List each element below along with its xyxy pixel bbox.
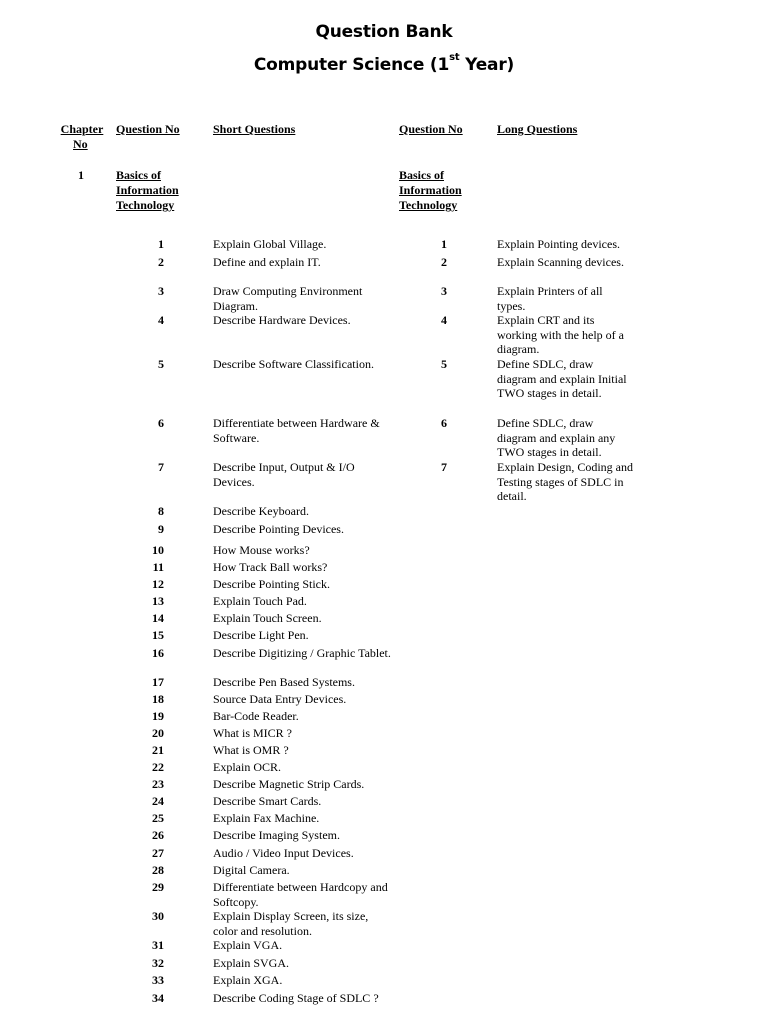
- short-question-text: Describe Smart Cards.: [213, 794, 322, 808]
- long-question-text: Define SDLC, draw diagram and explain Initial TWO stages in detail.: [497, 357, 627, 400]
- short-question-text: Describe Pointing Devices.: [213, 522, 344, 536]
- short-question-number: 5: [158, 357, 164, 371]
- short-question-text: Explain VGA.: [213, 938, 283, 952]
- long-question-number: 1: [441, 237, 447, 251]
- short-question-number: 29: [152, 880, 164, 894]
- short-question-text: What is OMR ?: [213, 743, 289, 757]
- long-question-number: 5: [441, 357, 447, 371]
- short-question-number: 3: [158, 284, 164, 298]
- short-question-number: 21: [152, 743, 164, 757]
- short-question-number: 14: [152, 611, 164, 625]
- long-question-number: 3: [441, 284, 447, 298]
- short-question-text: How Mouse works?: [213, 543, 310, 557]
- section-title-long: [399, 168, 462, 213]
- short-question-number: 6: [158, 416, 164, 430]
- short-question-text: Draw Computing Environment Diagram.: [213, 284, 363, 313]
- short-question-text: Audio / Video Input Devices.: [213, 846, 354, 860]
- section-line: Basics of: [399, 168, 444, 182]
- section-title-short: [116, 168, 179, 213]
- short-question-number: 10: [152, 543, 164, 557]
- subtitle-prefix: Computer Science (1: [253, 55, 450, 75]
- short-question-number: 13: [152, 594, 164, 608]
- short-question-number: 1: [158, 237, 164, 251]
- short-question-number: 23: [152, 777, 164, 791]
- long-question-number: 2: [441, 255, 447, 269]
- short-question-number: 26: [152, 828, 164, 842]
- short-question-text: Source Data Entry Devices.: [213, 692, 347, 706]
- section-line: Technology: [399, 198, 458, 212]
- short-question-number: 17: [152, 675, 164, 689]
- short-question-number: 12: [152, 577, 164, 591]
- short-question-text: Describe Magnetic Strip Cards.: [213, 777, 365, 791]
- short-question-text: Bar-Code Reader.: [213, 709, 299, 723]
- column-header-question-no: Question No: [116, 122, 180, 136]
- long-question-text: Explain Scanning devices.: [497, 255, 624, 269]
- short-question-number: 33: [152, 973, 164, 987]
- short-question-number: 25: [152, 811, 164, 825]
- short-question-text: Explain Global Village.: [213, 237, 327, 251]
- section-line: Information: [116, 183, 179, 197]
- short-question-number: 28: [152, 863, 164, 877]
- short-question-text: Explain Display Screen, its size, color and resolution.: [213, 909, 369, 938]
- short-question-text: Explain Touch Screen.: [213, 611, 322, 625]
- long-question-text: Define SDLC, draw diagram and explain any TWO stages in detail.: [497, 416, 616, 459]
- short-question-number: 18: [152, 692, 164, 706]
- short-question-text: Define and explain IT.: [213, 255, 321, 269]
- short-question-number: 27: [152, 846, 164, 860]
- chapter-header-line1: Chapter: [60, 122, 104, 136]
- short-question-text: Describe Input, Output & I/O Devices.: [213, 460, 355, 489]
- column-header-chapter: [59, 122, 105, 152]
- section-line: Basics of: [116, 168, 161, 182]
- short-question-number: 4: [158, 313, 164, 327]
- long-question-number: 7: [441, 460, 447, 474]
- short-question-number: 9: [158, 522, 164, 536]
- short-question-text: Describe Hardware Devices.: [213, 313, 351, 327]
- short-question-number: 19: [152, 709, 164, 723]
- short-question-text: Describe Keyboard.: [213, 504, 309, 518]
- column-header-long-questions: Long Questions: [497, 122, 578, 136]
- short-question-number: 8: [158, 504, 164, 518]
- short-question-number: 11: [152, 560, 164, 574]
- section-line: Technology: [116, 198, 175, 212]
- short-question-text: Digital Camera.: [213, 863, 290, 877]
- chapter-header-line2: No: [73, 137, 88, 151]
- subtitle-superscript: st: [449, 52, 460, 63]
- long-question-number: 4: [441, 313, 447, 327]
- long-question-text: Explain Printers of all types.: [497, 284, 603, 313]
- short-question-text: Differentiate between Hardware & Software.: [213, 416, 380, 445]
- short-question-text: What is MICR ?: [213, 726, 292, 740]
- short-question-number: 31: [152, 938, 164, 952]
- short-question-text: Describe Digitizing / Graphic Tablet.: [213, 646, 391, 660]
- short-question-text: Explain OCR.: [213, 760, 281, 774]
- short-question-text: Explain SVGA.: [213, 956, 289, 970]
- short-question-number: 15: [152, 628, 164, 642]
- short-question-text: Explain XGA.: [213, 973, 283, 987]
- short-question-text: Describe Coding Stage of SDLC ?: [213, 991, 379, 1005]
- long-question-text: Explain Pointing devices.: [497, 237, 620, 251]
- subtitle-suffix: Year): [459, 55, 515, 75]
- long-question-text: Explain CRT and its working with the help of a diagram.: [497, 313, 624, 356]
- short-question-number: 30: [152, 909, 164, 923]
- chapter-number: 1: [78, 168, 84, 182]
- short-question-number: 22: [152, 760, 164, 774]
- short-question-number: 32: [152, 956, 164, 970]
- short-question-text: Differentiate between Hardcopy and Softcopy.: [213, 880, 388, 909]
- short-question-number: 34: [152, 991, 164, 1005]
- short-question-text: Explain Touch Pad.: [213, 594, 307, 608]
- short-question-number: 2: [158, 255, 164, 269]
- short-question-text: Describe Imaging System.: [213, 828, 340, 842]
- short-question-text: Explain Fax Machine.: [213, 811, 320, 825]
- column-header-short-questions: Short Questions: [213, 122, 296, 136]
- long-question-number: 6: [441, 416, 447, 430]
- column-header-question-no-long: Question No: [399, 122, 463, 136]
- short-question-number: 7: [158, 460, 164, 474]
- short-question-text: Describe Light Pen.: [213, 628, 309, 642]
- short-question-text: Describe Software Classification.: [213, 357, 374, 371]
- section-line: Information: [399, 183, 462, 197]
- page-subtitle: [0, 52, 768, 75]
- short-question-text: Describe Pen Based Systems.: [213, 675, 355, 689]
- short-question-text: Describe Pointing Stick.: [213, 577, 330, 591]
- short-question-number: 20: [152, 726, 164, 740]
- short-question-number: 24: [152, 794, 164, 808]
- short-question-number: 16: [152, 646, 164, 660]
- short-question-text: How Track Ball works?: [213, 560, 328, 574]
- page-title: Question Bank: [315, 22, 453, 42]
- long-question-text: Explain Design, Coding and Testing stages of SDLC in detail.: [497, 460, 633, 503]
